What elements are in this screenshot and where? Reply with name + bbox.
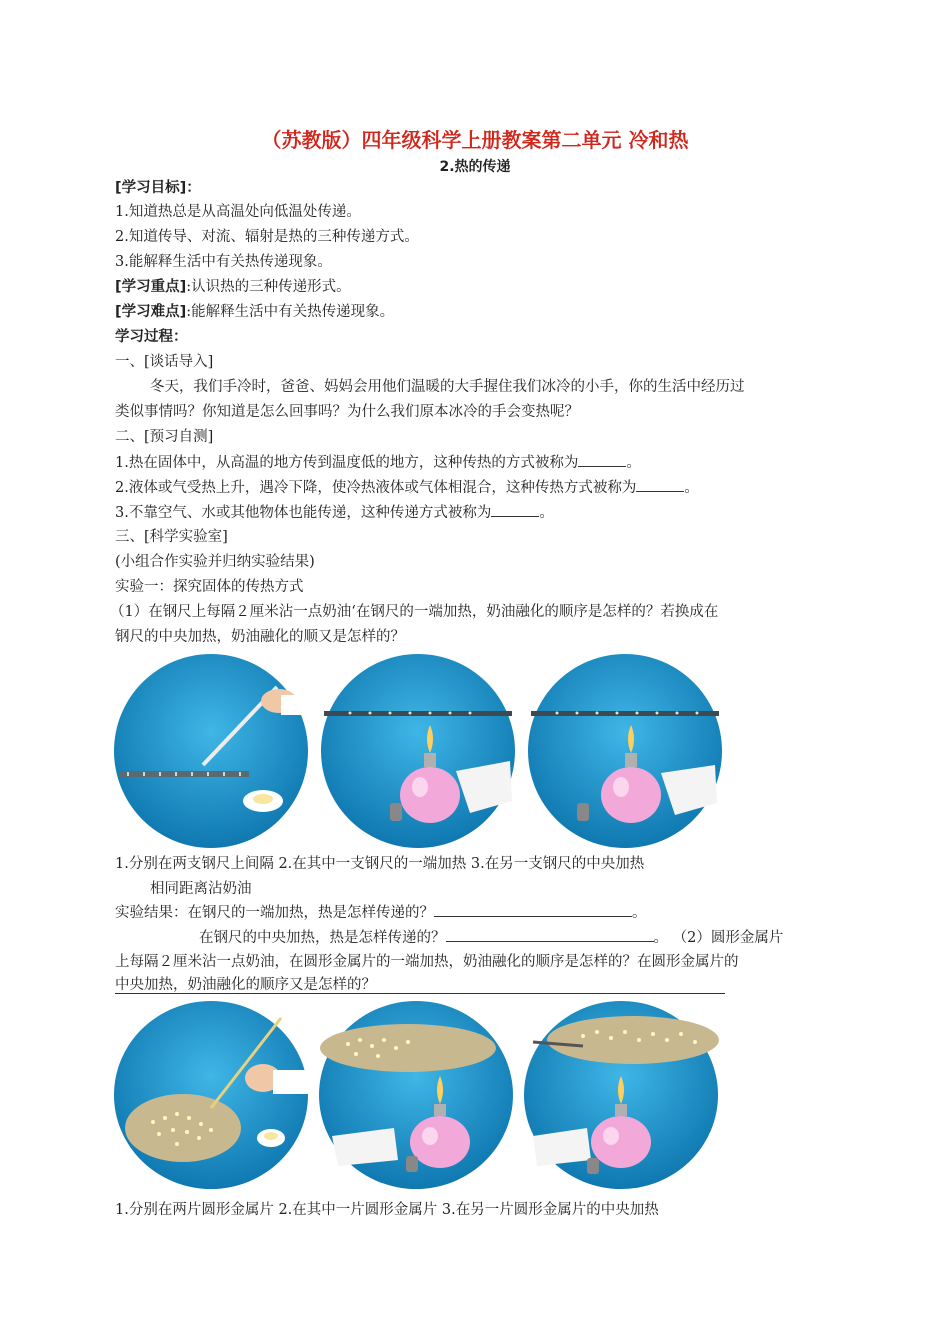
key-point-label: [学习重点]: [115, 279, 187, 295]
goal-item-2: 2.知道传导、对流、辐射是热的三种传递方式。: [115, 229, 419, 245]
difficulty-text: :能解释生活中有关热传递现象。: [186, 304, 395, 320]
quiz-question-2: [115, 477, 699, 498]
period: 。: [632, 905, 647, 921]
photo-captions-row1-line1: 1.分别在两支钢尺上间隔 2.在其中一支钢尺的一端加热 3.在另一支钢尺的中央加热: [115, 856, 645, 872]
section2-heading: 二、[预习自测]: [115, 429, 214, 445]
divider-line: [115, 993, 725, 994]
photo-disc-butter: [113, 1000, 309, 1190]
section1-paragraph-line1: 冬天，我们手冷时，爸爸、妈妈会用他们温暖的大手握住我们冰冷的小手，你的生活中经历过: [150, 379, 745, 395]
quiz-question-2-text: 2.液体或气受热上升，遇冷下降，使冷热液体或气体相混合，这种传热方式被称为: [115, 480, 637, 496]
quiz-question-1: [115, 452, 641, 473]
key-point: [115, 277, 351, 297]
period: 。: [539, 505, 554, 521]
result-1-text: 在钢尺的一端加热，热是怎样传递的？: [187, 905, 434, 921]
process-heading: 学习过程：: [115, 329, 188, 345]
answer-blank: [446, 927, 654, 942]
section1-heading: 一、[谈话导入]: [115, 354, 214, 370]
photo-captions-row1-line2: 相同距离沾奶油: [150, 881, 252, 897]
photo-captions-row2: 1.分别在两片圆形金属片 2.在其中一片圆形金属片 3.在另一片圆形金属片的中央加热: [115, 1202, 659, 1218]
answer-blank: [636, 477, 684, 492]
photo-heat-disc-center: [523, 1000, 719, 1190]
quiz-question-3-text: 3.不靠空气、水或其他物体也能传递，这种传递方式被称为: [115, 505, 492, 521]
photo-heat-ruler-end: [320, 653, 516, 849]
experiment1-question-line1: （1）在钢尺上每隔２厘米沾一点奶油‘在钢尺的一端加热，奶油融化的顺序是怎样的？若换成在: [110, 604, 719, 620]
experiment1-title: 实验一：探究固体的传热方式: [115, 579, 304, 595]
quiz-question-1-text: 1.热在固体中，从高温的地方传到温度低的地方，这种传热的方式被称为: [115, 455, 579, 471]
result-line-2: [199, 927, 783, 948]
result-2-text: 在钢尺的中央加热，热是怎样传递的？: [199, 930, 446, 946]
difficulty-label: [学习难点]: [115, 304, 187, 320]
quiz-question-3: [115, 502, 554, 523]
period: 。: [626, 455, 641, 471]
section3-heading: 三、[科学实验室]: [115, 529, 228, 545]
goal-item-3: 3.能解释生活中有关热传递现象。: [115, 254, 332, 270]
result-line-1: [115, 902, 647, 923]
answer-blank: [578, 452, 626, 467]
lesson-subtitle: 2.热的传递: [439, 159, 511, 175]
period: 。: [653, 930, 668, 946]
result-label: 实验结果：: [115, 905, 188, 921]
experiment2-question-line2: 上每隔２厘米沾一点奶油，在圆形金属片的一端加热，奶油融化的顺序是怎样的？在圆形金属片的: [115, 954, 739, 970]
difficulty: [115, 302, 394, 322]
section1-paragraph-line2: 类似事情吗？你知道是怎么回事吗？为什么我们原本冰冷的手会变热呢？: [115, 404, 579, 420]
experiment2-question-start: （2）圆形金属片: [672, 930, 784, 946]
section3-note: (小组合作实验并归纳实验结果): [115, 554, 315, 570]
photo-heat-ruler-center: [527, 653, 723, 849]
document-title: （苏教版）四年级科学上册教案第二单元 冷和热: [261, 128, 689, 152]
answer-blank: [491, 502, 539, 517]
answer-blank: [434, 902, 632, 917]
photo-heat-disc-edge: [318, 1000, 514, 1190]
photo-ruler-butter: [113, 653, 309, 849]
period: 。: [684, 480, 699, 496]
goals-heading: [学习目标]：: [115, 180, 201, 196]
experiment2-question-line3: 中央加热，奶油融化的顺序又是怎样的？: [115, 977, 376, 993]
key-point-text: :认识热的三种传递形式。: [186, 279, 351, 295]
goal-item-1: 1.知道热总是从高温处向低温处传递。: [115, 204, 361, 220]
experiment1-question-line2: 钢尺的中央加热，奶油融化的顺又是怎样的？: [115, 629, 405, 645]
